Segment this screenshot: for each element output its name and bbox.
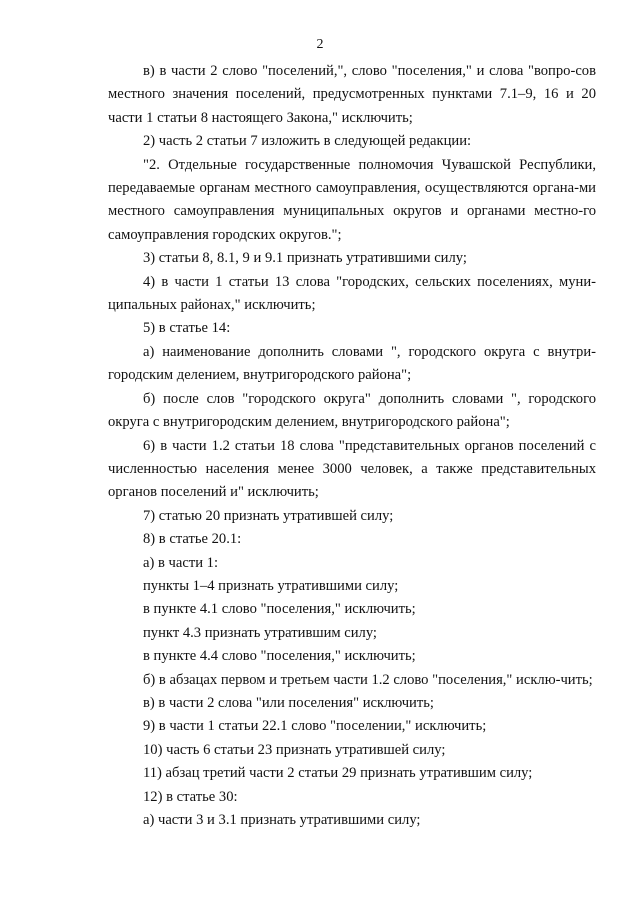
paragraph-8a-3: пункт 4.3 признать утратившим силу; xyxy=(143,624,377,641)
page-number: 2 xyxy=(316,37,324,52)
paragraph-item-10: 10) часть 6 статьи 23 признать утратившей силу; xyxy=(143,741,446,758)
paragraph-item-3: 3) статьи 8, 8.1, 9 и 9.1 признать утратившими силу; xyxy=(143,250,467,267)
paragraph-item-4: 4) в части 1 статьи 13 слова "городских, сельских поселениях, муни-ципальных районах," исключить; xyxy=(108,273,596,314)
paragraph-item-12: 12) в статье 30: xyxy=(143,788,238,805)
paragraph-5b: б) после слов "городского округа" дополнить словами ", городского округа с внутригородским делением, внутригородского района"; xyxy=(108,390,596,431)
paragraph-8a-2: в пункте 4.1 слово "поселения," исключить; xyxy=(143,601,416,618)
paragraph-3v: в) в части 2 слово "поселений,", слово "поселения," и слова "вопро-сов местного значения поселений, предусмотренных пунктами 7.1–9, 16 и 20 части 1 статьи 8 настоящего Закона," исключить; xyxy=(108,63,596,126)
paragraph-8b: б) в абзацах первом и третьем части 1.2 слово "поселения," исклю-чить; xyxy=(143,671,593,688)
paragraph-item-9: 9) в части 1 статьи 22.1 слово "поселении," исключить; xyxy=(143,718,487,735)
paragraph-8v: в) в части 2 слова "или поселения" исключить; xyxy=(143,694,434,711)
paragraph-12a: а) части 3 и 3.1 признать утратившими силу; xyxy=(143,812,421,828)
paragraph-5a: а) наименование дополнить словами ", городского округа с внутри-городским делением, внутригородского района"; xyxy=(108,343,596,384)
paragraph-8a: а) в части 1: xyxy=(143,554,219,571)
paragraph-8a-1: пункты 1–4 признать утратившими силу; xyxy=(143,577,399,594)
paragraph-item-5: 5) в статье 14: xyxy=(143,320,231,337)
paragraph-item-2: 2) часть 2 статьи 7 изложить в следующей редакции: xyxy=(143,133,472,150)
paragraph-quote: "2. Отдельные государственные полномочия Чувашской Республики, передаваемые органам местного самоуправления, осуществляются органа-ми местного самоуправления муниципальных округов и органами местно-го самоуправления городских округов."; xyxy=(108,156,596,243)
paragraph-8a-4: в пункте 4.4 слово "поселения," исключить; xyxy=(143,648,416,665)
document-body xyxy=(108,60,596,832)
paragraph-item-8: 8) в статье 20.1: xyxy=(143,531,242,548)
paragraph-item-11: 11) абзац третий части 2 статьи 29 признать утратившим силу; xyxy=(143,765,533,782)
paragraph-item-6: 6) в части 1.2 статьи 18 слова "представительных органов поселений с численностью населения менее 3000 человек, а также представительных органов поселений и" исключить; xyxy=(108,437,596,501)
paragraph-item-7: 7) статью 20 признать утратившей силу; xyxy=(143,507,394,524)
